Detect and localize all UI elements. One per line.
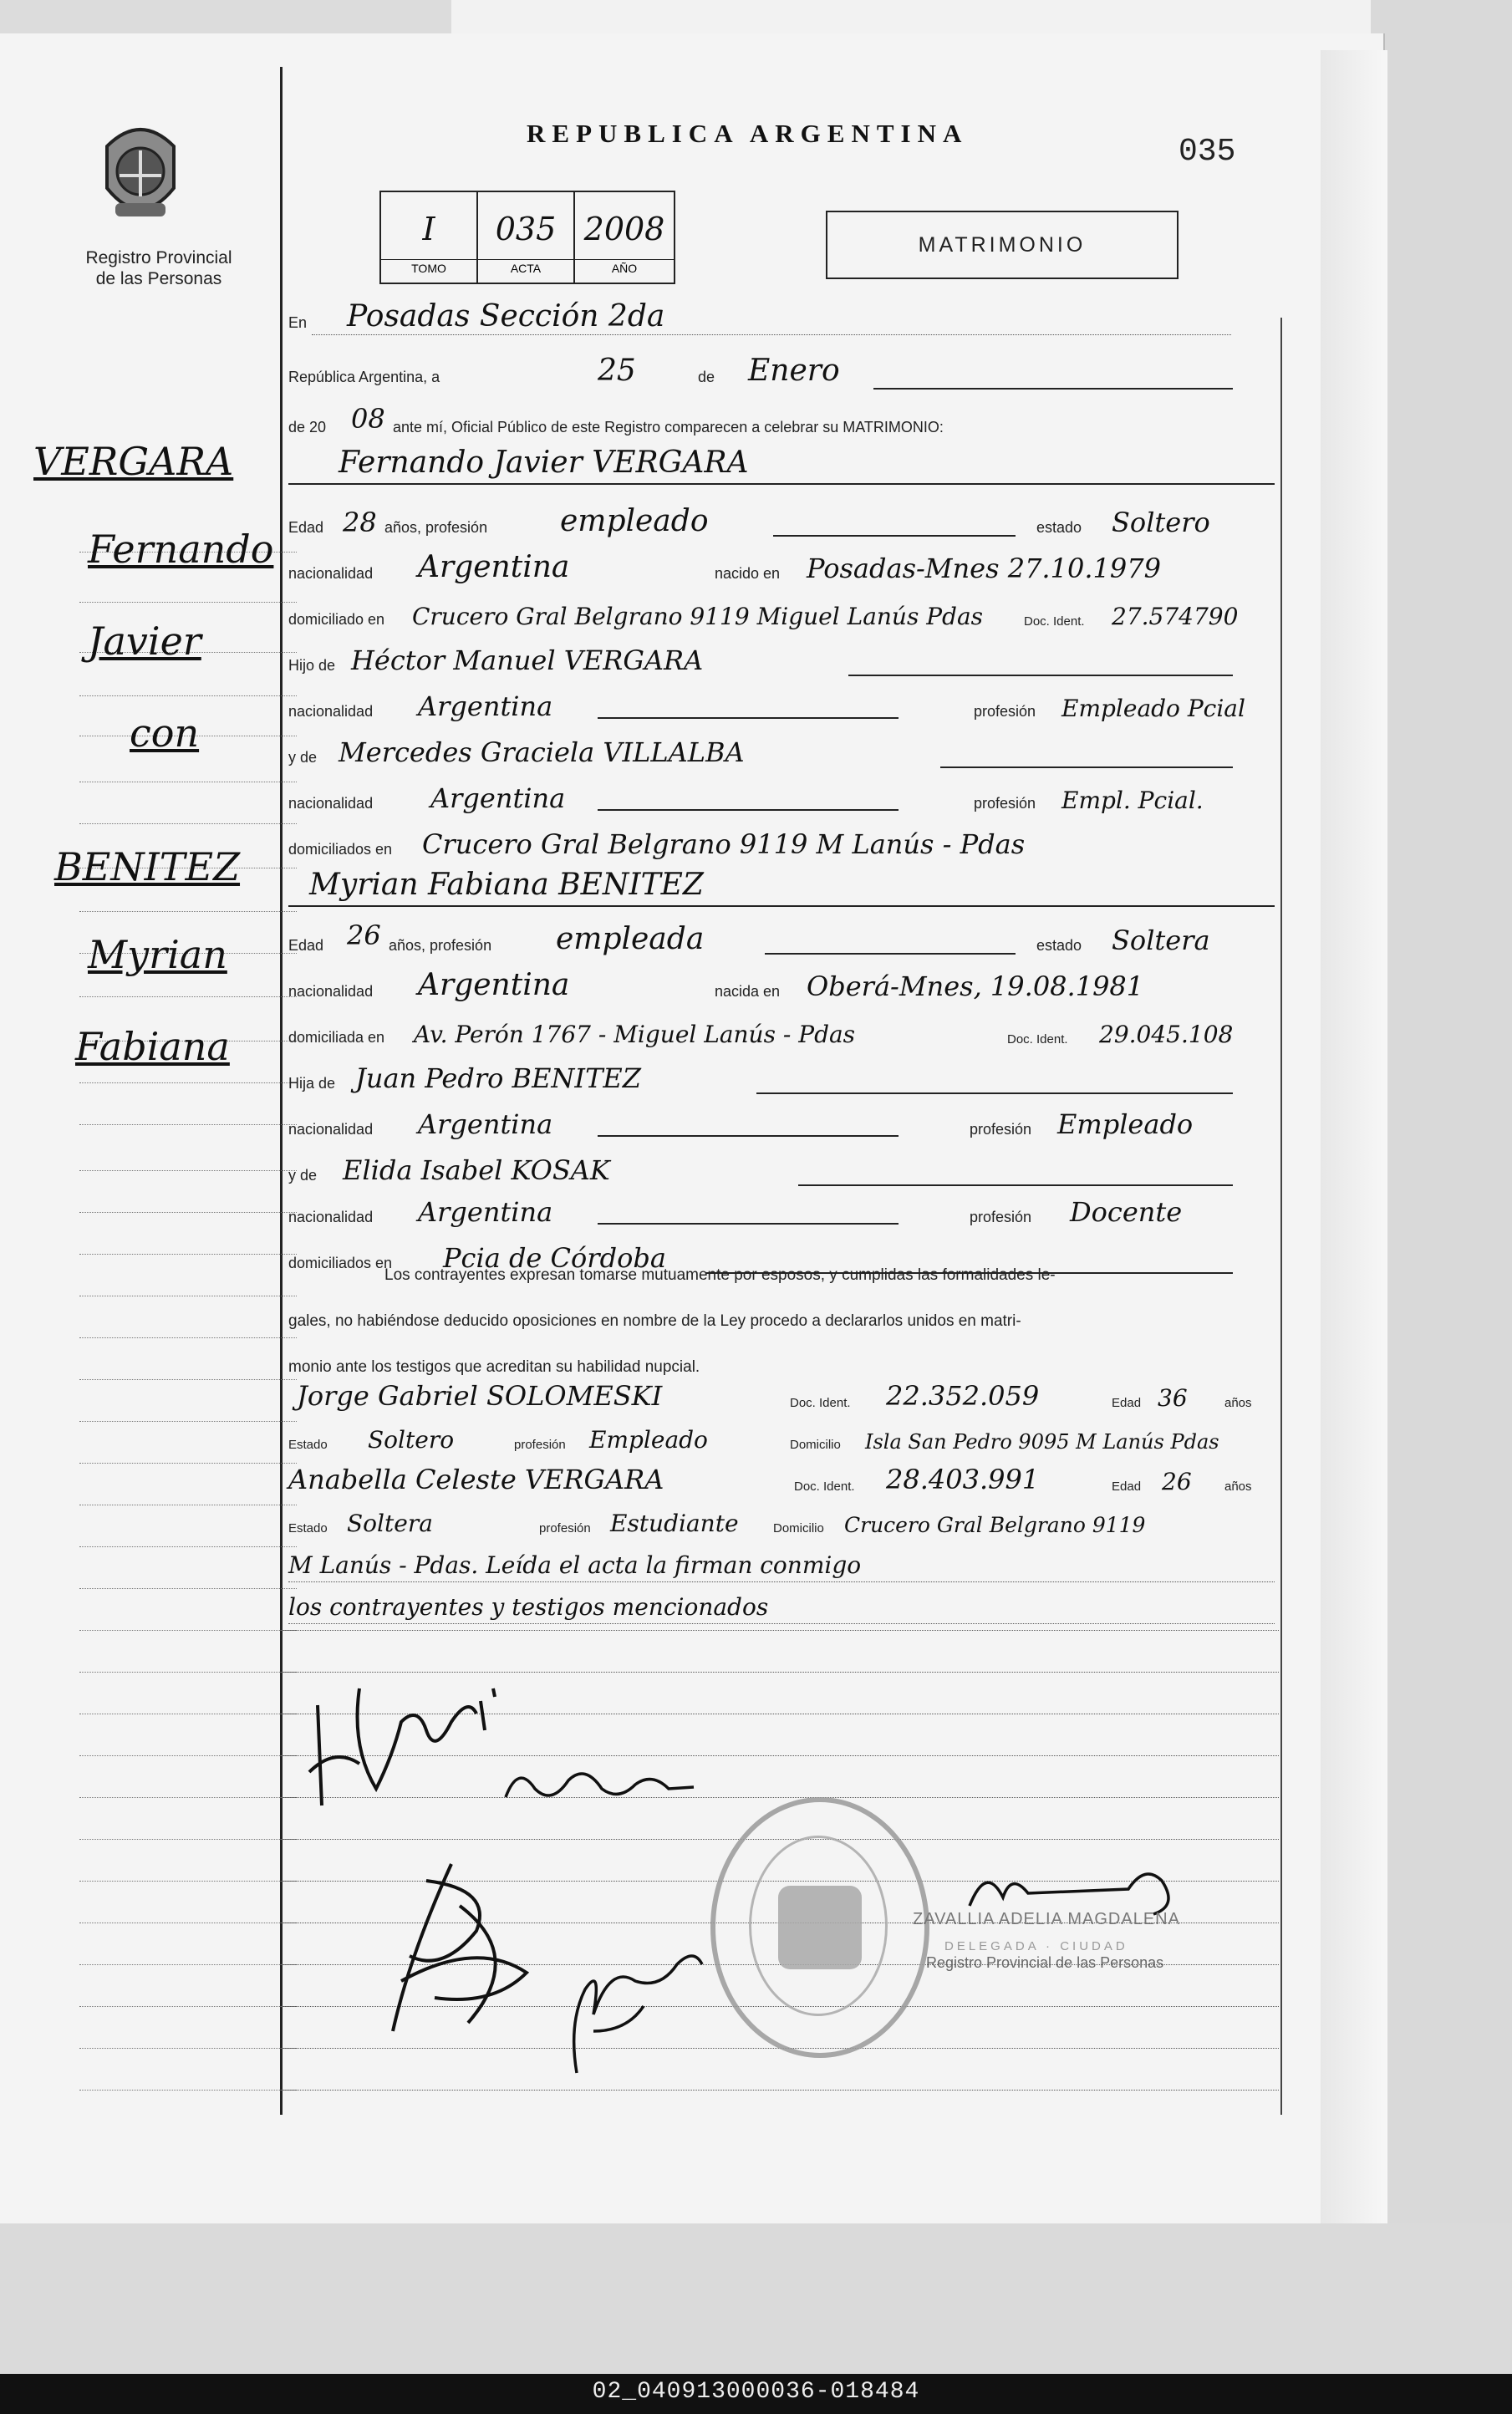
- margin-rule: [79, 1082, 297, 1083]
- row-contrayente2-padre-nac: [288, 1103, 1275, 1145]
- margin-rule: [79, 2090, 297, 2091]
- clerk-role: DELEGADA · CIUDAD: [944, 1939, 1128, 1953]
- nacionalidad-label: nacionalidad: [288, 565, 374, 582]
- page-edge-shadow: [1321, 50, 1387, 2223]
- mes-value: Enero: [748, 354, 840, 388]
- profesion-label: profesión: [539, 1521, 591, 1535]
- margin-rule: [79, 1881, 297, 1882]
- row-testigo2-estado: [288, 1500, 1275, 1542]
- contrayente1-domicilio: Crucero Gral Belgrano 9119 Miguel Lanús Pdas: [412, 603, 984, 630]
- domicilio-label: Domicilio: [790, 1438, 841, 1452]
- madre-profesion: Docente: [1070, 1196, 1183, 1228]
- padres-domicilio: Crucero Gral Belgrano 9119 M Lanús - Pdas: [422, 828, 1026, 860]
- yde-label: y de: [288, 749, 318, 766]
- margin-rule: [79, 1212, 297, 1213]
- contrayente2-domicilio: Av. Perón 1767 - Miguel Lanús - Pdas: [414, 1021, 856, 1048]
- profesion-label: profesión: [970, 1209, 1032, 1225]
- contrayente2-profesion: empleada: [556, 922, 705, 956]
- contrayente1-nacionalidad: Argentina: [418, 550, 570, 584]
- margin-rule: [79, 2048, 297, 2049]
- padre-nacionalidad: Argentina: [418, 690, 553, 722]
- tomo-value: I: [422, 211, 435, 247]
- row-ante: [288, 401, 1275, 443]
- fill-line: [288, 1581, 1275, 1582]
- fill-line: [280, 1630, 1279, 1631]
- de-label: de: [698, 369, 715, 385]
- dia-value: 25: [598, 354, 636, 388]
- contrayente1-estado: Soltero: [1112, 507, 1210, 538]
- folio-number: 035: [1179, 134, 1236, 170]
- anos-label: años: [1224, 1479, 1252, 1494]
- testigo1-domicilio: Isla San Pedro 9095 M Lanús Pdas: [865, 1430, 1219, 1454]
- clerk-name: ZAVALLIA ADELIA MAGDALENA: [913, 1910, 1180, 1928]
- margin-rule: [79, 911, 297, 912]
- edad-label: Edad: [288, 937, 324, 954]
- margin-rule: [79, 1755, 297, 1756]
- tomo-label: TOMO: [381, 259, 476, 275]
- contrayente2-edad: 26: [347, 919, 381, 951]
- registro-provincial-label: Registro Provincial de las Personas: [85, 248, 232, 288]
- republica-argentina-heading: REPUBLICA ARGENTINA: [527, 119, 969, 148]
- contrayente1-nacido: Posadas-Mnes 27.10.1979: [807, 553, 1161, 584]
- seal-crest-icon: [778, 1886, 862, 1969]
- contrayente2-padre: Juan Pedro BENITEZ: [355, 1062, 641, 1094]
- estado-label: Estado: [288, 1521, 328, 1535]
- cierre-line1: M Lanús - Pdas. Leída el acta la firman conmigo: [288, 1551, 862, 1579]
- estado-label: estado: [1036, 519, 1082, 536]
- groom-signature: [301, 1672, 518, 1818]
- contrayente2-nacida: Oberá-Mnes, 19.08.1981: [807, 970, 1144, 1002]
- hija-label: Hija de: [288, 1075, 336, 1092]
- doc-label: Doc. Ident.: [794, 1479, 855, 1494]
- nacida-label: nacida en: [715, 983, 781, 1000]
- republica-label: República Argentina, a: [288, 369, 440, 385]
- fill-line: [288, 905, 1275, 907]
- testigo1-nombre: Jorge Gabriel SOLOMESKI: [297, 1380, 663, 1412]
- domiciliados-label: domiciliados en: [288, 1255, 393, 1271]
- fill-line: [598, 1223, 899, 1225]
- row-contrayente2-madre: [288, 1149, 1275, 1191]
- fill-line: [765, 953, 1016, 955]
- contrayente1-edad: 28: [343, 507, 377, 538]
- testigo2-domicilio: Crucero Gral Belgrano 9119: [844, 1513, 1146, 1537]
- margin-rule: [79, 1588, 297, 1589]
- nacido-label: nacido en: [715, 565, 781, 582]
- nacionalidad-label: nacionalidad: [288, 1121, 374, 1138]
- witness-signature: [552, 1931, 719, 2086]
- profesion-label: años, profesión: [389, 937, 492, 954]
- row-contrayente1-edad: [288, 502, 1275, 543]
- fill-line: [280, 2090, 1279, 2091]
- row-contrayente1-nombre: [288, 443, 1275, 485]
- profesion-label: profesión: [974, 703, 1036, 720]
- margin-rule: [79, 1672, 297, 1673]
- row-contrayente1-nacionalidad: [288, 547, 1275, 589]
- de20-label: de 20: [288, 419, 327, 435]
- estado-label: Estado: [288, 1438, 328, 1452]
- anio-value: 08: [351, 403, 385, 435]
- row-contrayente1-padre-nac: [288, 685, 1275, 727]
- doc-label: Doc. Ident.: [1007, 1032, 1068, 1047]
- margin-rule: [79, 1170, 297, 1171]
- row-lugar: [288, 297, 1275, 339]
- padre-profesion: Empleado: [1057, 1108, 1194, 1140]
- nacionalidad-label: nacionalidad: [288, 703, 374, 720]
- profesion-label: años, profesión: [384, 519, 488, 536]
- desk-background-right: [1371, 0, 1512, 2414]
- margin-rule: [79, 1337, 297, 1338]
- row-testigo1-estado: [288, 1417, 1275, 1459]
- fill-line: [873, 388, 1233, 390]
- acta-cell: [478, 192, 575, 283]
- profesion-label: profesión: [970, 1121, 1032, 1138]
- contrayente2-estado: Soltera: [1112, 924, 1210, 956]
- hijo-label: Hijo de: [288, 657, 336, 674]
- right-border: [1280, 318, 1282, 2115]
- tomo-cell: [381, 192, 478, 283]
- row-contrayente1-madre: [288, 731, 1275, 773]
- margin-con: con: [130, 710, 200, 756]
- contrayente2-doc: 29.045.108: [1099, 1021, 1234, 1048]
- testigo2-nombre: Anabella Celeste VERGARA: [288, 1464, 664, 1495]
- acta-value: 035: [495, 211, 557, 247]
- profesion-label: profesión: [974, 795, 1036, 812]
- edad-label: Edad: [288, 519, 324, 536]
- contrayente2-nombre: Myrian Fabiana BENITEZ: [309, 868, 704, 902]
- doc-label: Doc. Ident.: [790, 1396, 851, 1410]
- lugar-value: Posadas Sección 2da: [347, 299, 665, 334]
- margin-rule: [79, 1839, 297, 1840]
- domicilio-label: domiciliada en: [288, 1029, 385, 1046]
- fill-line: [598, 809, 899, 811]
- matrimonio-box: MATRIMONIO: [826, 211, 1179, 279]
- declaracion-line3: monio ante los testigos que acreditan su habilidad nupcial.: [288, 1358, 700, 1376]
- ante-text: ante mí, Oficial Público de este Registro comparecen a celebrar su MATRIMONIO:: [393, 419, 944, 435]
- margin-rule: [79, 1546, 297, 1547]
- row-contrayente1-domicilio: [288, 593, 1275, 635]
- testigo2-estado: Soltera: [347, 1510, 433, 1537]
- row-contrayente2-domicilio: [288, 1011, 1275, 1053]
- fill-line: [288, 483, 1275, 485]
- margin-surname-groom: VERGARA: [33, 439, 234, 484]
- fill-line: [288, 1623, 1275, 1624]
- edad-label: Edad: [1112, 1396, 1142, 1410]
- doc-label: Doc. Ident.: [1024, 614, 1085, 629]
- tomo-acta-anio-box: [379, 191, 675, 284]
- yde-label: y de: [288, 1167, 318, 1184]
- fill-line: [756, 1092, 1233, 1094]
- margin-name-fabiana: Fabiana: [75, 1024, 230, 1069]
- row-cierre-1: [288, 1542, 1275, 1584]
- margin-rule: [79, 695, 297, 696]
- margin-rule: [79, 1379, 297, 1380]
- row-contrayente2-nacionalidad: [288, 965, 1275, 1007]
- bride-signature: [376, 1856, 560, 2052]
- row-contrayente2-madre-nac: [288, 1191, 1275, 1233]
- anio-cell: [575, 192, 674, 283]
- testigo1-edad: 36: [1158, 1384, 1188, 1412]
- fill-line: [798, 1184, 1233, 1186]
- contrayente2-nacionalidad: Argentina: [418, 968, 570, 1002]
- testigo1-doc: 22.352.059: [886, 1380, 1040, 1412]
- nacionalidad-label: nacionalidad: [288, 1209, 374, 1225]
- margin-rule: [79, 1630, 297, 1631]
- groom-signature-2: [501, 1755, 702, 1818]
- domicilio-label: Domicilio: [773, 1521, 824, 1535]
- testigo1-estado: Soltero: [368, 1426, 455, 1454]
- anio-label: AÑO: [575, 259, 674, 275]
- margin-rule: [79, 602, 297, 603]
- acta-label: ACTA: [478, 259, 573, 275]
- fill-line: [848, 675, 1233, 676]
- margin-name-javier: Javier: [88, 619, 201, 664]
- padre-profesion: Empleado Pcial: [1061, 695, 1245, 722]
- nacionalidad-label: nacionalidad: [288, 983, 374, 1000]
- fill-line: [312, 334, 1231, 335]
- fill-line: [598, 1135, 899, 1137]
- nacionalidad-label: nacionalidad: [288, 795, 374, 812]
- margin-rule: [79, 1463, 297, 1464]
- fill-line: [940, 766, 1233, 768]
- anio-value: 2008: [583, 211, 665, 247]
- domicilio-label: domiciliado en: [288, 611, 385, 628]
- row-contrayente1-madre-nac: [288, 777, 1275, 819]
- row-contrayente1-padres-dom: [288, 823, 1275, 865]
- margin-rule: [79, 823, 297, 824]
- anos-label: años: [1224, 1396, 1252, 1410]
- testigo2-doc: 28.403.991: [886, 1464, 1040, 1495]
- contrayente1-profesion: empleado: [560, 504, 709, 538]
- madre-profesion: Empl. Pcial.: [1061, 787, 1204, 814]
- book-bottom-area: [0, 2223, 1512, 2374]
- row-fecha: [288, 351, 1275, 393]
- testigo1-profesion: Empleado: [589, 1426, 708, 1454]
- row-testigo2-nombre: [288, 1459, 1275, 1500]
- contrayente1-padre: Héctor Manuel VERGARA: [351, 644, 704, 676]
- margin-rule: [79, 2006, 297, 2007]
- en-label: En: [288, 314, 308, 331]
- profesion-label: profesión: [514, 1438, 566, 1452]
- contrayente2-madre: Elida Isabel KOSAK: [343, 1154, 610, 1186]
- padres-domicilio: Pcia de Córdoba: [443, 1242, 666, 1274]
- edad-label: Edad: [1112, 1479, 1142, 1494]
- margin-divider: [280, 67, 283, 2115]
- margin-rule: [79, 1797, 297, 1798]
- row-contrayente1-padre: [288, 639, 1275, 681]
- row-contrayente2-padre: [288, 1057, 1275, 1099]
- margin-name-myrian: Myrian: [88, 932, 227, 977]
- image-id-label: 02_040913000036-018484: [592, 2379, 920, 2405]
- madre-nacionalidad: Argentina: [418, 1196, 553, 1228]
- testigo2-profesion: Estudiante: [610, 1510, 739, 1537]
- row-cierre-2: [288, 1584, 1275, 1626]
- cierre-line2: los contrayentes y testigos mencionados: [288, 1593, 769, 1621]
- fill-line: [598, 717, 899, 719]
- domiciliados-label: domiciliados en: [288, 841, 393, 858]
- contrayente1-nombre: Fernando Javier VERGARA: [339, 446, 749, 480]
- margin-rule: [79, 1124, 297, 1125]
- margin-rule: [79, 996, 297, 997]
- row-contrayente2-edad: [288, 919, 1275, 961]
- margin-column: [33, 67, 272, 2123]
- testigo2-edad: 26: [1162, 1468, 1192, 1495]
- contrayente1-doc: 27.574790: [1112, 603, 1239, 630]
- contrayente1-madre: Mercedes Graciela VILLALBA: [339, 736, 745, 768]
- madre-nacionalidad: Argentina: [430, 782, 566, 814]
- declaracion-line1: Los contrayentes expresan tomarse mutuamente por esposos, y cumplidas las formalidades le-: [384, 1266, 1056, 1284]
- fill-line: [773, 535, 1016, 537]
- margin-rule: [79, 1254, 297, 1255]
- estado-label: estado: [1036, 937, 1082, 954]
- row-testigo1-nombre: [288, 1375, 1275, 1417]
- margin-surname-bride: BENITEZ: [54, 844, 241, 889]
- declaracion-line2: gales, no habiéndose deducido oposiciones en nombre de la Ley procedo a declararlos unidos en matri-: [288, 1312, 1021, 1330]
- clerk-office: Registro Provincial de las Personas: [926, 1954, 1164, 1971]
- margin-rule: [79, 1421, 297, 1422]
- margin-rule: [79, 1964, 297, 1965]
- row-contrayente2-nombre: [288, 865, 1275, 907]
- margin-name-fernando: Fernando: [88, 527, 274, 572]
- padre-nacionalidad: Argentina: [418, 1108, 553, 1140]
- official-seal-stamp: [710, 1797, 929, 2058]
